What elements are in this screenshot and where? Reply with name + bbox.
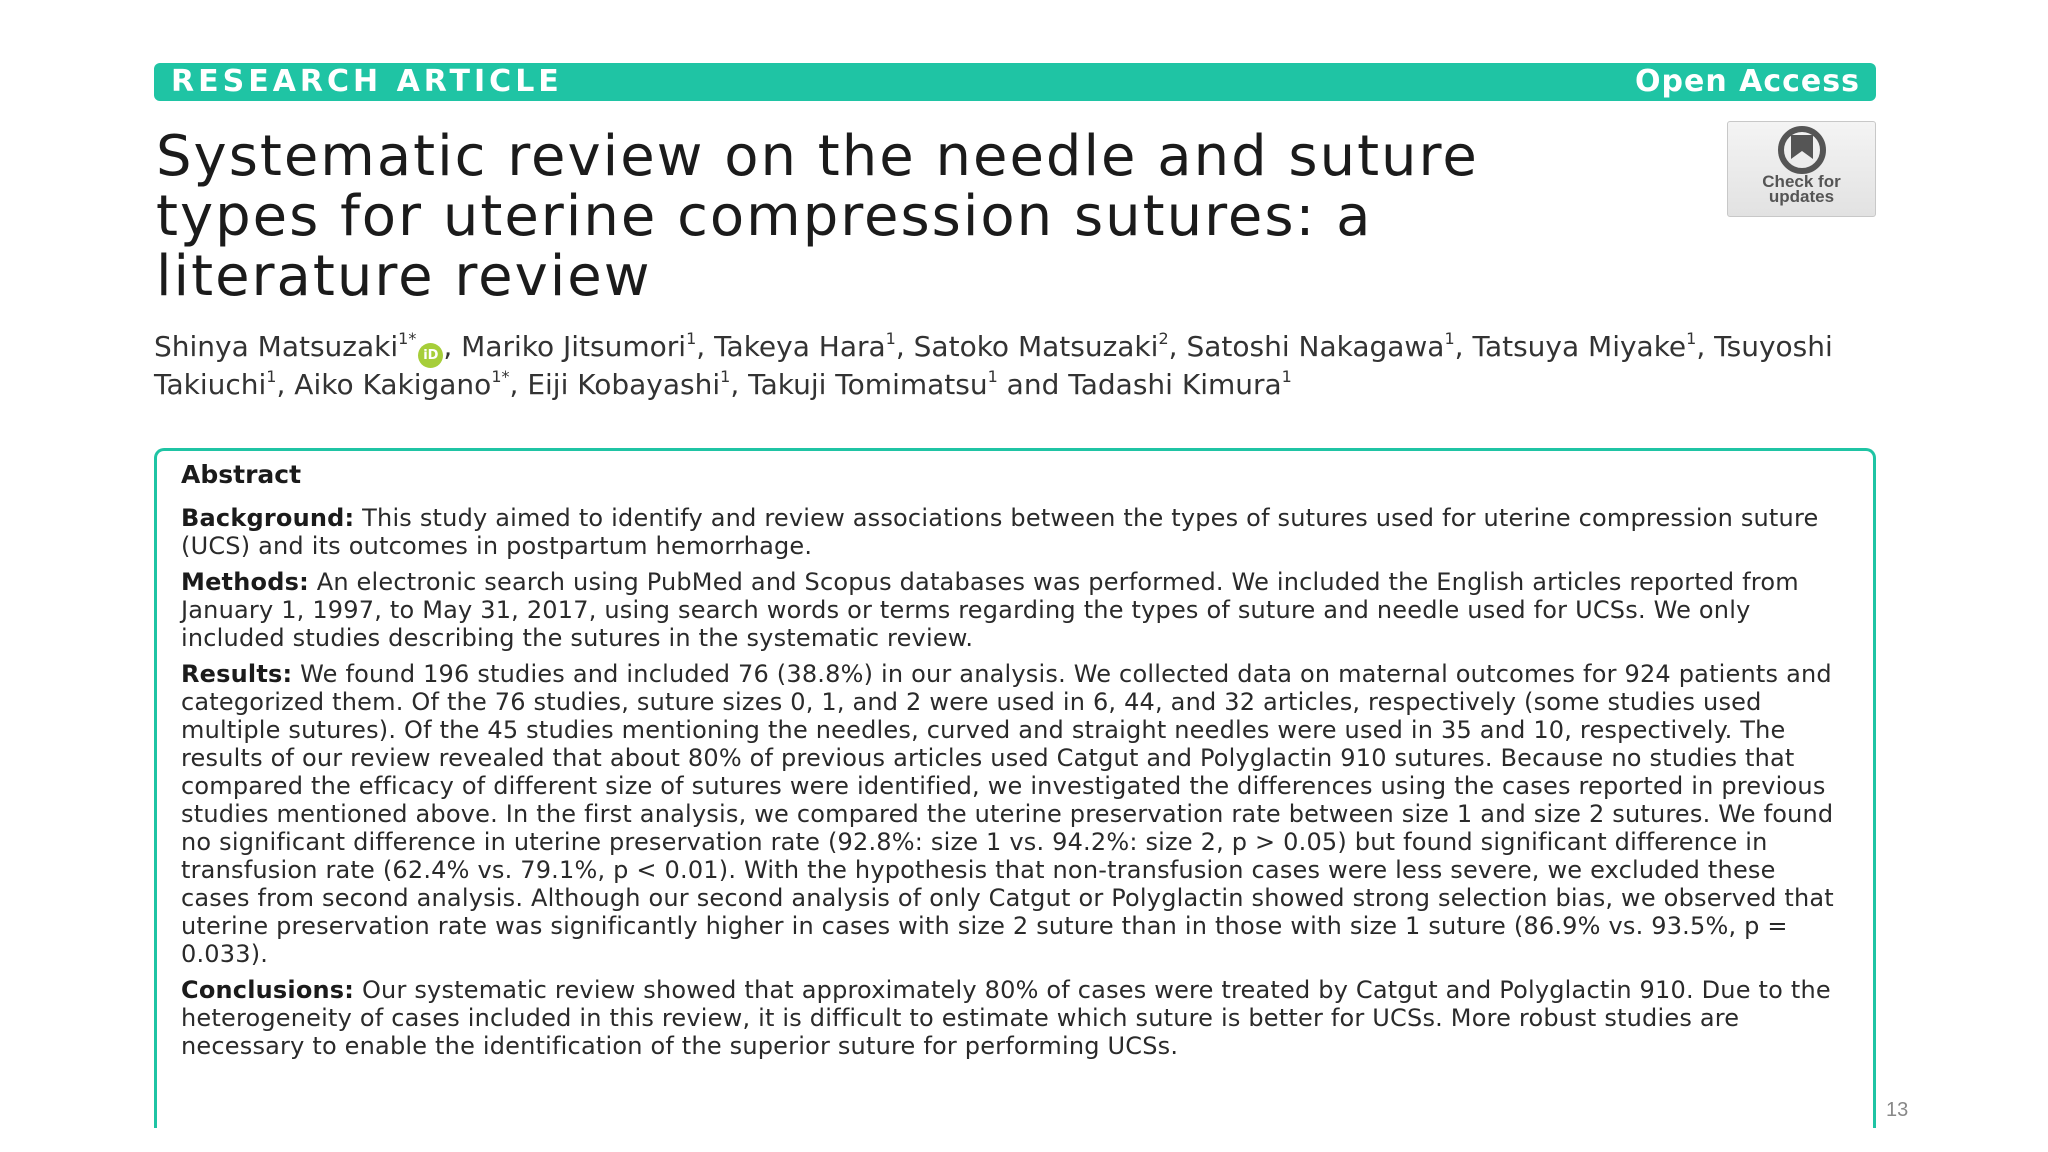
open-access-label: Open Access xyxy=(1635,64,1860,99)
author-affiliation: 1 xyxy=(266,367,277,386)
check-for-updates-text: Check for xyxy=(1762,172,1841,191)
author-name[interactable]: Takuji Tomimatsu xyxy=(748,368,988,401)
abstract-section xyxy=(181,504,1839,560)
abstract-section-text: We found 196 studies and included 76 (38.8%) in our analysis. We collected data on maternal outcomes for 924 patients and categorized them. Of the 76 studies, suture sizes 0, 1, and 2 were used in 6, 44, and 32 articles, respectively (some studies used multiple sutures). Of the 45 studies mentioning the needles, curved and straight needles were used in 35 and 10, respectively. The results of our review revealed that about 80% of previous articles used Catgut and Polyglactin 910 sutures. Because no studies that compared the efficacy of different size of sutures were identified, we investigated the differences using the cases reported in previous studies mentioned above. In the first analysis, we compared the uterine preservation rate between size 1 and size 2 sutures. We found no significant difference in uterine preservation rate (92.8%: size 1 vs. 94.2%: size 2, p > 0.05) but found significant difference in transfusion rate (62.4% vs. 79.1%, p < 0.01). With the hypothesis that non-transfusion cases were less severe, we excluded these cases from second analysis. Although our second analysis of only Catgut or Polyglactin showed strong selection bias, we observed that uterine preservation rate was significantly higher in cases with size 2 suture than in those with size 1 suture (86.9% vs. 93.5%, p = 0.033). xyxy=(181,660,1834,968)
author-affiliation: 1 xyxy=(1686,329,1697,348)
abstract-section xyxy=(181,660,1839,968)
author-affiliation: 1 xyxy=(686,329,697,348)
article-type-label: RESEARCH ARTICLE xyxy=(171,64,563,99)
author-affiliation: 1* xyxy=(491,367,510,386)
author-affiliation: 1 xyxy=(987,367,998,386)
author-affiliation: 1 xyxy=(1281,367,1292,386)
abstract-section-label: Methods: xyxy=(181,568,309,596)
author-affiliation: 1* xyxy=(398,329,417,348)
abstract-section xyxy=(181,976,1839,1060)
slide-number: 13 xyxy=(1886,1099,1909,1121)
abstract-section-label: Results: xyxy=(181,660,293,688)
article-type-banner xyxy=(154,63,1876,101)
author-name[interactable]: Satoko Matsuzaki xyxy=(913,330,1159,363)
abstract-section xyxy=(181,568,1839,652)
author-name[interactable]: Eiji Kobayashi xyxy=(527,368,721,401)
check-for-updates-badge[interactable] xyxy=(1727,121,1876,217)
author-affiliation: 2 xyxy=(1158,329,1169,348)
abstract-sections xyxy=(181,504,1839,1060)
updates-text: updates xyxy=(1768,187,1835,206)
orcid-icon[interactable]: iD xyxy=(418,343,443,368)
abstract-section-label: Conclusions: xyxy=(181,976,355,1004)
author-name[interactable]: Shinya Matsuzaki xyxy=(154,330,399,363)
author-affiliation: 1 xyxy=(720,367,731,386)
abstract-heading: Abstract xyxy=(181,460,302,489)
abstract-section-text: Our systematic review showed that approximately 80% of cases were treated by Catgut and Polyglactin 910. Due to the heterogeneity of cases included in this review, it is difficult to estimate which suture is better for UCSs. More robust studies are necessary to enable the identification of the superior suture for performing UCSs. xyxy=(181,976,1831,1060)
author-name[interactable]: Takeya Hara xyxy=(714,330,886,363)
abstract-section-text: This study aimed to identify and review associations between the types of sutures used for uterine compression suture (UCS) and its outcomes in postpartum hemorrhage. xyxy=(181,504,1819,560)
crossmark-icon xyxy=(1771,126,1833,174)
abstract-section-text: An electronic search using PubMed and Scopus databases was performed. We included the English articles reported from January 1, 1997, to May 31, 2017, using search words or terms regarding the types of suture and needle used for UCSs. We only included studies describing the sutures in the systematic review. xyxy=(181,568,1799,652)
author-name[interactable]: Aiko Kakigano xyxy=(294,368,492,401)
author-affiliation: 1 xyxy=(1444,329,1455,348)
article-title: Systematic review on the needle and suture types for uterine compression sutures: a literature review xyxy=(156,124,1479,309)
author-name[interactable]: Tatsuya Miyake xyxy=(1472,330,1687,363)
author-name[interactable]: Satoshi Nakagawa xyxy=(1186,330,1445,363)
author-affiliation: 1 xyxy=(885,329,896,348)
abstract-section-label: Background: xyxy=(181,504,355,532)
abstract-box xyxy=(154,448,1876,1128)
author-name[interactable]: Mariko Jitsumori xyxy=(461,330,687,363)
author-name[interactable]: Tadashi Kimura xyxy=(1068,368,1282,401)
author-name[interactable]: Tsuyoshi Takiuchi xyxy=(154,330,1833,401)
author-list: Shinya Matsuzaki$^{1*}$iD , Mariko Jitsumori$^1$, Takeya Hara$^1$, Satoko Matsuzaki$^2$, Satoshi Nakagawa$^1$, Tatsuya Miyake$^1$, Tsuyoshi Takiuchi$^1$, Aiko Kakigano$^{1*}$, Eiji Kobayashi$^1$, Takuji Tomimatsu$^1$ and Tadashi Kimura$^1$ xyxy=(154,329,1833,401)
